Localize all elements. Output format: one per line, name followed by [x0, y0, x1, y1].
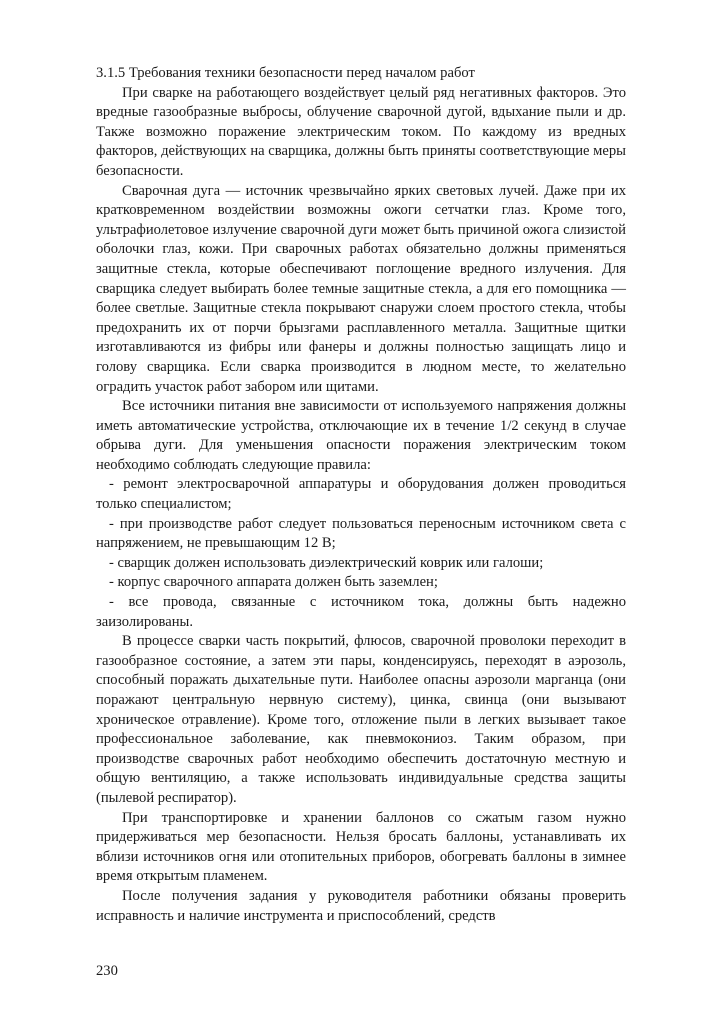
paragraph-hazards-intro: При сварке на работающего воздействует целый ряд негативных факторов. Это вредные газообразные выбросы, облучение сварочной дугой, вдыхание пыли и др. Также возможно поражение электрическим током. По каждому из вредных факторов, действующих на сварщика, должны быть приняты соответствующие меры безопасности. — [96, 84, 626, 179]
paragraph-after-assignment: После получения задания у руководителя работники обязаны проверить исправность и наличие инструмента и приспособлений, средств — [96, 887, 626, 924]
rule-item-grounding: - корпус сварочного аппарата должен быть заземлен; — [109, 574, 438, 591]
rule-item-insulation: - все провода, связанные с источником тока, должны быть надежно заизолированы. — [96, 594, 626, 630]
section-heading: 3.1.5 Требования техники безопасности перед началом работ — [96, 65, 475, 81]
paragraph-aerosols: В процессе сварки часть покрытий, флюсов, сварочной проволоки переходит в газообразное состояние, а затем эти пары, конденсируясь, переходят в аэрозоль, способный поражать дыхательные пути. Наиболее опасны аэрозоли марганца (они поражают центральную нервную систему), цинка, свинца (они вызывают хроническое отравление). Кроме того, отложение пыли в легких вызывает такое профессиональное заболевание, как пневмокониоз. Таким образом, при производстве сварочных работ необходимо обеспечить достаточную местную и общую вентиляцию, а также использовать индивидуальные средства защиты (пылевой респиратор). — [96, 633, 626, 806]
paragraph-gas-cylinders: При транспортировке и хранении баллонов со сжатым газом нужно придерживаться мер безопасности. Нельзя бросать баллоны, устанавливать их вблизи источников огня или отопительных приборов, обогревать баллоны в зимнее время открытым пламенем. — [96, 809, 626, 885]
paragraph-power-sources: Все источники питания вне зависимости от используемого напряжения должны иметь автоматические устройства, отключающие их в течение 1/2 секунд в случае обрыва дуги. Для уменьшения опасности поражения электрическим током необходимо соблюдать следующие правила: — [96, 398, 626, 473]
text-block — [96, 64, 626, 926]
paragraph-welding-arc: Сварочная дуга — источник чрезвычайно ярких световых лучей. Даже при их кратковременном воздействии возможны ожоги сетчатки глаз. Кроме того, ультрафиолетовое излучение сварочной дуги может быть причиной ожога слизистой оболочки глаз, кожи. При сварочных работах обязательно должны применяться защитные стекла, которые обеспечивают поглощение вредного излучения. Для сварщика следует выбирать более темные защитные стекла, а для его помощника — более светлые. Защитные стекла покрывают снаружи слоем простого стекла, чтобы предохранить их от порчи брызгами расплавленного металла. Защитные щитки изготавливаются из фибры или фанеры и должны полностью защищать лицо и голову сварщика. Если сварка производится в людном месте, то желательно оградить участок работ забором или щитами. — [96, 182, 626, 395]
rule-item-repair: - ремонт электросварочной аппаратуры и оборудования должен проводиться только специалистом; — [96, 476, 626, 513]
page-number: 230 — [96, 963, 118, 979]
rule-item-portable-light: - при производстве работ следует пользоваться переносным источником света с напряжением, не превышающим 12 В; — [96, 515, 626, 552]
rule-item-dielectric-mat: - сварщик должен использовать диэлектрический коврик или галоши; — [109, 554, 544, 571]
